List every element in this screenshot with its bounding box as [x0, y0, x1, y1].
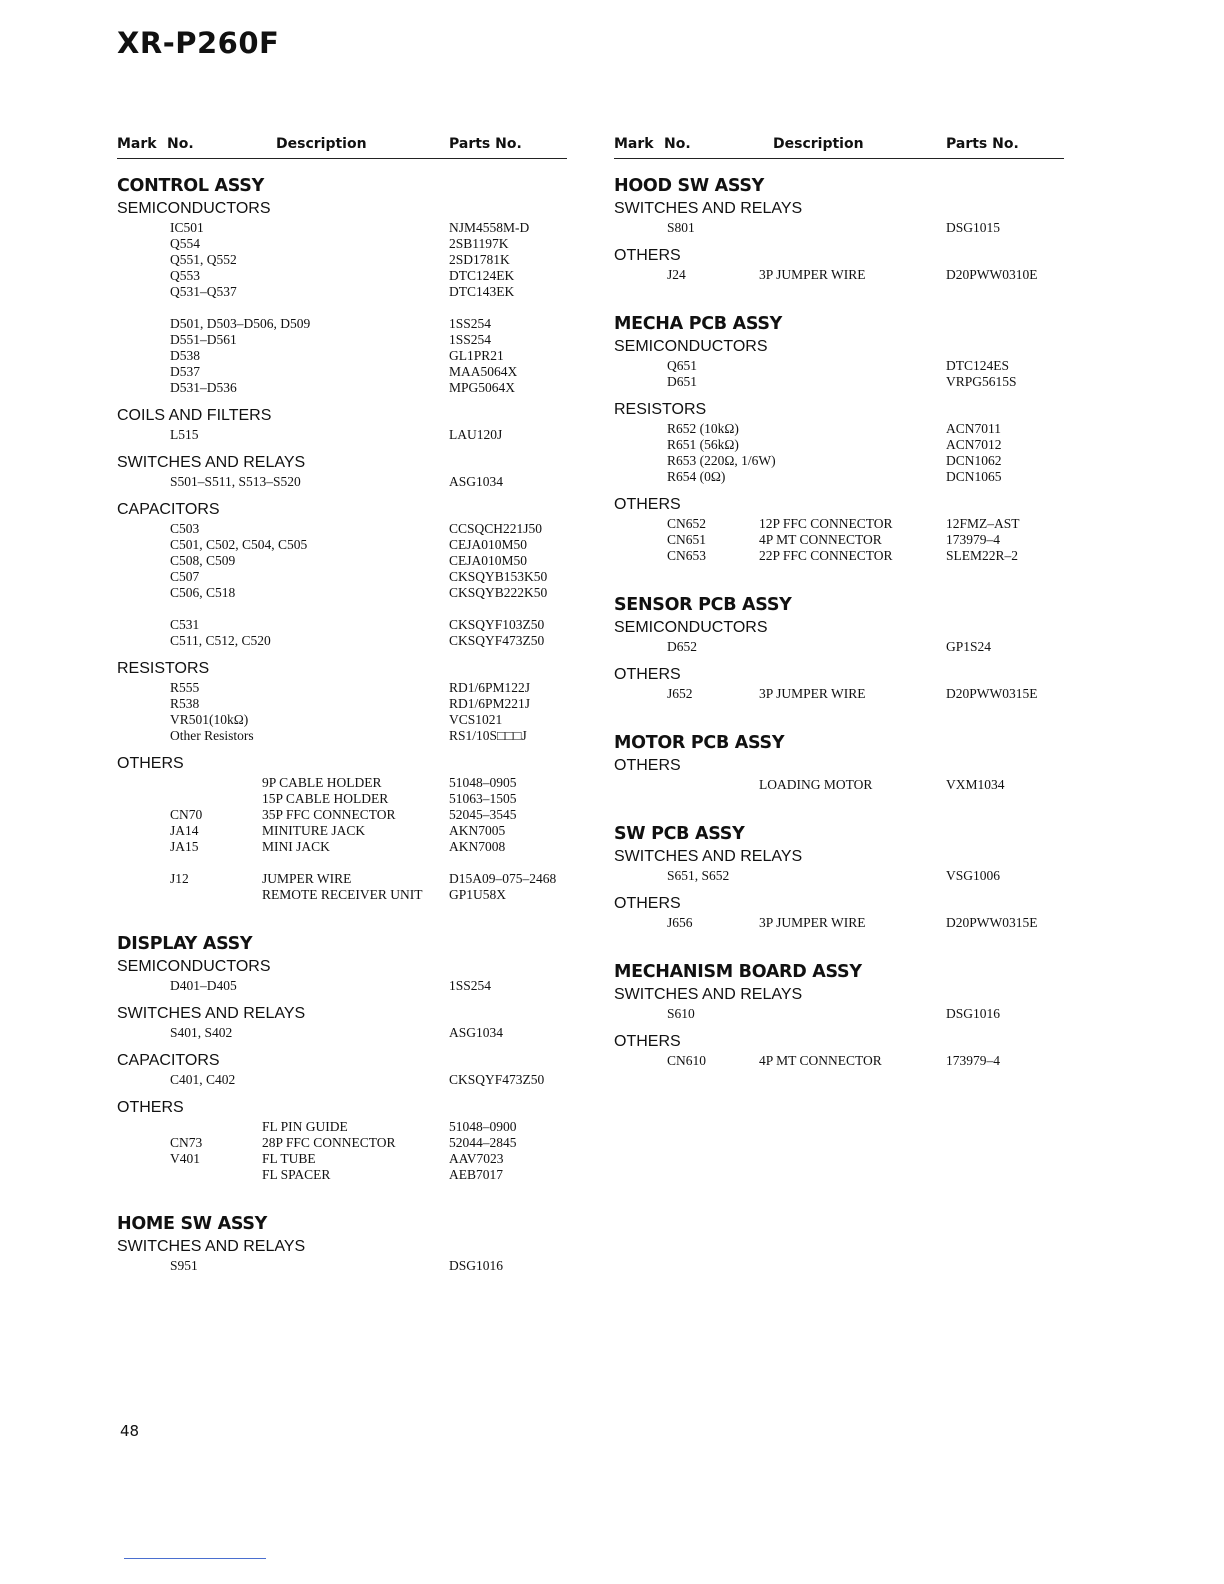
- group-title: OTHERS: [614, 1033, 681, 1050]
- part-row: [117, 348, 567, 364]
- group-title: RESISTORS: [614, 401, 707, 418]
- group-title: OTHERS: [614, 757, 681, 774]
- part-code: ACN7012: [946, 437, 1002, 452]
- part-code: DCN1065: [946, 469, 1002, 484]
- part-description: 9P CABLE HOLDER: [262, 775, 382, 790]
- part-row: [117, 1135, 567, 1151]
- header-description: Description: [276, 136, 367, 152]
- part-number-ref: S610: [667, 1006, 695, 1021]
- part-number-ref: D401–D405: [170, 978, 237, 993]
- part-description: 28P FFC CONNECTOR: [262, 1135, 396, 1150]
- part-code: 12FMZ–AST: [946, 516, 1020, 531]
- part-row: [117, 712, 567, 728]
- part-number-ref: L515: [170, 427, 199, 442]
- parts-block: [117, 1119, 567, 1183]
- part-row: [117, 1258, 567, 1274]
- part-row: [614, 453, 1064, 469]
- part-code: D20PWW0315E: [946, 915, 1038, 930]
- part-row: [117, 823, 567, 839]
- part-code: 52045–3545: [449, 807, 517, 822]
- part-row: [614, 686, 1064, 702]
- part-code: D20PWW0315E: [946, 686, 1038, 701]
- group-title: OTHERS: [614, 666, 681, 683]
- group-title: CAPACITORS: [117, 501, 220, 518]
- part-row: [117, 887, 567, 903]
- parts-block: [614, 639, 1064, 655]
- part-row: [614, 1053, 1064, 1069]
- part-number-ref: R651 (56kΩ): [667, 437, 739, 452]
- part-number-ref: J652: [667, 686, 693, 701]
- part-code: MPG5064X: [449, 380, 516, 395]
- parts-block: [117, 775, 567, 855]
- parts-block: [117, 1025, 567, 1041]
- part-row: [614, 532, 1064, 548]
- part-code: GL1PR21: [449, 348, 504, 363]
- column-header: [614, 134, 1064, 159]
- assembly-section: [117, 933, 567, 1183]
- header-no: No.: [167, 136, 194, 152]
- assembly-title: MOTOR PCB ASSY: [614, 733, 785, 753]
- part-code: DSG1016: [946, 1006, 1001, 1021]
- part-code: VRPG5615S: [946, 374, 1017, 389]
- group-title: SWITCHES AND RELAYS: [614, 200, 803, 217]
- parts-block: [614, 868, 1064, 884]
- part-number-ref: CN653: [667, 548, 707, 563]
- parts-group: [117, 199, 567, 396]
- model-title: XR-P260F: [117, 26, 280, 60]
- part-code: DTC124ES: [946, 358, 1010, 373]
- part-number-ref: V401: [170, 1151, 200, 1166]
- part-number-ref: Q531–Q537: [170, 284, 237, 299]
- assembly-title: CONTROL ASSY: [117, 176, 264, 196]
- part-row: [614, 548, 1064, 564]
- part-code: CKSQYF473Z50: [449, 1072, 545, 1087]
- part-row: [117, 871, 567, 887]
- assembly-title: MECHA PCB ASSY: [614, 314, 783, 334]
- parts-block: [614, 686, 1064, 702]
- part-row: [117, 569, 567, 585]
- part-row: [614, 868, 1064, 884]
- part-description: 3P JUMPER WIRE: [759, 267, 866, 282]
- part-number-ref: VR501(10kΩ): [170, 712, 249, 727]
- part-code: VXM1034: [946, 777, 1005, 792]
- group-title: OTHERS: [117, 755, 184, 772]
- part-description: 4P MT CONNECTOR: [759, 532, 882, 547]
- part-row: [614, 421, 1064, 437]
- part-code: ASG1034: [449, 474, 504, 489]
- group-title: OTHERS: [117, 1099, 184, 1116]
- part-number-ref: D538: [170, 348, 200, 363]
- part-description: MINI JACK: [262, 839, 330, 854]
- header-description: Description: [773, 136, 864, 152]
- group-title: SEMICONDUCTORS: [117, 200, 271, 217]
- parts-group: [117, 406, 567, 443]
- part-number-ref: C511, C512, C520: [170, 633, 271, 648]
- assembly-title: SENSOR PCB ASSY: [614, 595, 792, 615]
- parts-group: [614, 246, 1064, 283]
- part-description: 22P FFC CONNECTOR: [759, 548, 893, 563]
- right-parts-list: [614, 175, 1064, 1069]
- parts-group: [614, 495, 1064, 564]
- part-number-ref: C507: [170, 569, 200, 584]
- header-no: No.: [664, 136, 691, 152]
- assembly-title: SW PCB ASSY: [614, 824, 745, 844]
- part-row: [117, 364, 567, 380]
- group-title: OTHERS: [614, 496, 681, 513]
- part-code: CCSQCH221J50: [449, 521, 543, 536]
- parts-group: [614, 665, 1064, 702]
- parts-block: [614, 777, 1064, 793]
- part-row: [614, 267, 1064, 283]
- part-number-ref: R653 (220Ω, 1/6W): [667, 453, 776, 468]
- part-code: CKSQYB153K50: [449, 569, 548, 584]
- assembly-section: [614, 961, 1064, 1069]
- group-title: CAPACITORS: [117, 1052, 220, 1069]
- part-row: [117, 633, 567, 649]
- assembly-title: MECHANISM BOARD ASSY: [614, 962, 862, 982]
- part-number-ref: Q553: [170, 268, 200, 283]
- part-code: AKN7005: [449, 823, 506, 838]
- part-code: MAA5064X: [449, 364, 518, 379]
- part-code: LAU120J: [449, 427, 503, 442]
- part-code: 173979–4: [946, 532, 1000, 547]
- part-row: [117, 791, 567, 807]
- part-row: [614, 437, 1064, 453]
- part-number-ref: D537: [170, 364, 200, 379]
- part-number-ref: S951: [170, 1258, 198, 1273]
- part-description: FL PIN GUIDE: [262, 1119, 348, 1134]
- part-row: [117, 284, 567, 300]
- part-description: JUMPER WIRE: [262, 871, 352, 886]
- group-title: COILS AND FILTERS: [117, 407, 272, 424]
- part-code: DTC124EK: [449, 268, 515, 283]
- part-row: [117, 521, 567, 537]
- parts-group: [614, 847, 1064, 884]
- part-row: [117, 728, 567, 744]
- part-description: 12P FFC CONNECTOR: [759, 516, 893, 531]
- part-code: VCS1021: [449, 712, 503, 727]
- left-column: [117, 134, 567, 1274]
- group-title: SWITCHES AND RELAYS: [614, 848, 803, 865]
- group-title: OTHERS: [614, 247, 681, 264]
- part-code: RD1/6PM221J: [449, 696, 531, 711]
- part-code: GP1S24: [946, 639, 992, 654]
- assembly-section: [614, 313, 1064, 564]
- parts-block: [117, 1072, 567, 1088]
- part-code: D20PWW0310E: [946, 267, 1038, 282]
- part-number-ref: CN70: [170, 807, 203, 822]
- part-number-ref: CN73: [170, 1135, 203, 1150]
- header-mark: Mark: [614, 136, 654, 152]
- part-description: MINITURE JACK: [262, 823, 366, 838]
- parts-group: [614, 894, 1064, 931]
- part-code: NJM4558M-D: [449, 220, 530, 235]
- part-code: SLEM22R–2: [946, 548, 1019, 563]
- part-code: AEB7017: [449, 1167, 503, 1182]
- part-row: [117, 1151, 567, 1167]
- part-code: AKN7008: [449, 839, 506, 854]
- part-row: [117, 236, 567, 252]
- part-row: [117, 316, 567, 332]
- part-description: 3P JUMPER WIRE: [759, 686, 866, 701]
- parts-group: [117, 1098, 567, 1183]
- part-code: RD1/6PM122J: [449, 680, 531, 695]
- part-number-ref: D531–D536: [170, 380, 237, 395]
- header-mark: Mark: [117, 136, 157, 152]
- part-row: [614, 220, 1064, 236]
- parts-block: [117, 871, 567, 903]
- parts-block: [614, 516, 1064, 564]
- part-number-ref: R555: [170, 680, 200, 695]
- parts-block: [614, 267, 1064, 283]
- part-code: CKSQYB222K50: [449, 585, 548, 600]
- parts-group: [614, 337, 1064, 390]
- parts-group: [614, 756, 1064, 793]
- part-row: [117, 1167, 567, 1183]
- group-title: RESISTORS: [117, 660, 210, 677]
- part-code: 1SS254: [449, 332, 492, 347]
- part-code: 2SD1781K: [449, 252, 510, 267]
- group-title: OTHERS: [614, 895, 681, 912]
- group-title: SWITCHES AND RELAYS: [117, 1005, 306, 1022]
- assembly-section: [614, 175, 1064, 283]
- parts-block: [614, 1053, 1064, 1069]
- page-number: 48: [120, 1422, 140, 1440]
- part-number-ref: Q651: [667, 358, 697, 373]
- part-row: [614, 1006, 1064, 1022]
- part-number-ref: S501–S511, S513–S520: [170, 474, 301, 489]
- parts-block: [117, 1258, 567, 1274]
- part-number-ref: JA15: [170, 839, 199, 854]
- parts-block: [117, 316, 567, 396]
- assembly-title: DISPLAY ASSY: [117, 934, 253, 954]
- part-row: [117, 474, 567, 490]
- part-number-ref: J656: [667, 915, 693, 930]
- part-number-ref: S801: [667, 220, 695, 235]
- part-row: [117, 252, 567, 268]
- part-row: [117, 380, 567, 396]
- part-row: [614, 639, 1064, 655]
- part-number-ref: D652: [667, 639, 697, 654]
- part-code: CKSQYF103Z50: [449, 617, 545, 632]
- part-code: GP1U58X: [449, 887, 507, 902]
- part-number-ref: C401, C402: [170, 1072, 236, 1087]
- part-number-ref: C506, C518: [170, 585, 236, 600]
- part-number-ref: D501, D503–D506, D509: [170, 316, 311, 331]
- group-title: SWITCHES AND RELAYS: [117, 454, 306, 471]
- parts-group: [117, 659, 567, 744]
- part-code: DSG1015: [946, 220, 1001, 235]
- part-row: [117, 839, 567, 855]
- group-title: SEMICONDUCTORS: [614, 338, 768, 355]
- part-row: [117, 427, 567, 443]
- part-number-ref: IC501: [170, 220, 204, 235]
- part-number-ref: CN652: [667, 516, 707, 531]
- parts-block: [117, 220, 567, 300]
- parts-block: [614, 220, 1064, 236]
- part-code: 51048–0905: [449, 775, 517, 790]
- part-number-ref: Q551, Q552: [170, 252, 237, 267]
- part-number-ref: JA14: [170, 823, 199, 838]
- part-number-ref: C531: [170, 617, 200, 632]
- part-row: [117, 1025, 567, 1041]
- group-title: SWITCHES AND RELAYS: [614, 986, 803, 1003]
- part-code: DCN1062: [946, 453, 1002, 468]
- part-row: [614, 374, 1064, 390]
- parts-group: [117, 754, 567, 903]
- footer-rule: [124, 1558, 266, 1559]
- parts-block: [117, 427, 567, 443]
- part-number-ref: C508, C509: [170, 553, 236, 568]
- part-code: ACN7011: [946, 421, 1002, 436]
- part-code: AAV7023: [449, 1151, 504, 1166]
- part-row: [117, 807, 567, 823]
- parts-block: [614, 358, 1064, 390]
- part-code: DSG1016: [449, 1258, 504, 1273]
- parts-group: [614, 1032, 1064, 1069]
- part-row: [117, 585, 567, 601]
- part-row: [117, 332, 567, 348]
- part-row: [614, 358, 1064, 374]
- part-row: [614, 915, 1064, 931]
- assembly-title: HOME SW ASSY: [117, 1214, 268, 1234]
- column-header: [117, 134, 567, 159]
- part-number-ref: C503: [170, 521, 200, 536]
- parts-block: [117, 617, 567, 649]
- part-number-ref: D551–D561: [170, 332, 237, 347]
- part-row: [117, 220, 567, 236]
- part-row: [117, 617, 567, 633]
- part-code: 2SB1197K: [449, 236, 509, 251]
- part-row: [117, 775, 567, 791]
- group-title: SEMICONDUCTORS: [117, 958, 271, 975]
- parts-group: [117, 1051, 567, 1088]
- parts-block: [117, 680, 567, 744]
- part-code: 51063–1505: [449, 791, 517, 806]
- part-number-ref: D651: [667, 374, 697, 389]
- part-code: D15A09–075–2468: [449, 871, 557, 886]
- part-number-ref: CN610: [667, 1053, 707, 1068]
- part-number-ref: S651, S652: [667, 868, 730, 883]
- group-title: SEMICONDUCTORS: [614, 619, 768, 636]
- part-row: [117, 537, 567, 553]
- part-row: [117, 1119, 567, 1135]
- parts-block: [117, 521, 567, 601]
- group-title: SWITCHES AND RELAYS: [117, 1238, 306, 1255]
- parts-group: [117, 453, 567, 490]
- part-code: 51048–0900: [449, 1119, 517, 1134]
- parts-block: [614, 915, 1064, 931]
- part-number-ref: R652 (10kΩ): [667, 421, 739, 436]
- part-row: [614, 516, 1064, 532]
- parts-group: [117, 1237, 567, 1274]
- part-number-ref: Other Resistors: [170, 728, 254, 743]
- assembly-section: [614, 732, 1064, 793]
- assembly-section: [614, 823, 1064, 931]
- part-number-ref: C501, C502, C504, C505: [170, 537, 308, 552]
- parts-group: [117, 1004, 567, 1041]
- parts-block: [117, 474, 567, 490]
- part-number-ref: S401, S402: [170, 1025, 233, 1040]
- part-description: 4P MT CONNECTOR: [759, 1053, 882, 1068]
- part-row: [614, 469, 1064, 485]
- header-parts-no: Parts No.: [449, 136, 522, 152]
- assembly-section: [117, 175, 567, 903]
- part-code: VSG1006: [946, 868, 1001, 883]
- part-code: DTC143EK: [449, 284, 515, 299]
- part-number-ref: J24: [667, 267, 686, 282]
- part-row: [117, 268, 567, 284]
- parts-block: [614, 1006, 1064, 1022]
- parts-group: [614, 199, 1064, 236]
- part-row: [117, 978, 567, 994]
- parts-block: [117, 978, 567, 994]
- part-code: 173979–4: [946, 1053, 1000, 1068]
- part-code: 52044–2845: [449, 1135, 517, 1150]
- part-number-ref: CN651: [667, 532, 707, 547]
- part-row: [117, 680, 567, 696]
- parts-block: [614, 421, 1064, 485]
- assembly-title: HOOD SW ASSY: [614, 176, 765, 196]
- part-number-ref: R654 (0Ω): [667, 469, 726, 484]
- parts-group: [117, 957, 567, 994]
- part-number-ref: Q554: [170, 236, 200, 251]
- part-code: 1SS254: [449, 316, 492, 331]
- part-code: CEJA010M50: [449, 537, 528, 552]
- part-row: [614, 777, 1064, 793]
- part-description: 3P JUMPER WIRE: [759, 915, 866, 930]
- part-code: ASG1034: [449, 1025, 504, 1040]
- part-code: CKSQYF473Z50: [449, 633, 545, 648]
- parts-group: [614, 985, 1064, 1022]
- part-description: REMOTE RECEIVER UNIT: [262, 887, 423, 902]
- part-code: CEJA010M50: [449, 553, 528, 568]
- part-number-ref: J12: [170, 871, 189, 886]
- part-description: LOADING MOTOR: [759, 777, 873, 792]
- part-code: RS1/10S□□□J: [449, 728, 527, 743]
- part-description: 35P FFC CONNECTOR: [262, 807, 396, 822]
- right-column: [614, 134, 1064, 1069]
- part-row: [117, 1072, 567, 1088]
- part-row: [117, 553, 567, 569]
- part-description: FL TUBE: [262, 1151, 316, 1166]
- assembly-section: [614, 594, 1064, 702]
- parts-group: [614, 400, 1064, 485]
- parts-group: [614, 618, 1064, 655]
- left-parts-list: [117, 175, 567, 1274]
- part-description: FL SPACER: [262, 1167, 331, 1182]
- header-parts-no: Parts No.: [946, 136, 1019, 152]
- part-code: 1SS254: [449, 978, 492, 993]
- part-description: 15P CABLE HOLDER: [262, 791, 389, 806]
- parts-group: [117, 500, 567, 649]
- part-number-ref: R538: [170, 696, 200, 711]
- part-row: [117, 696, 567, 712]
- assembly-section: [117, 1213, 567, 1274]
